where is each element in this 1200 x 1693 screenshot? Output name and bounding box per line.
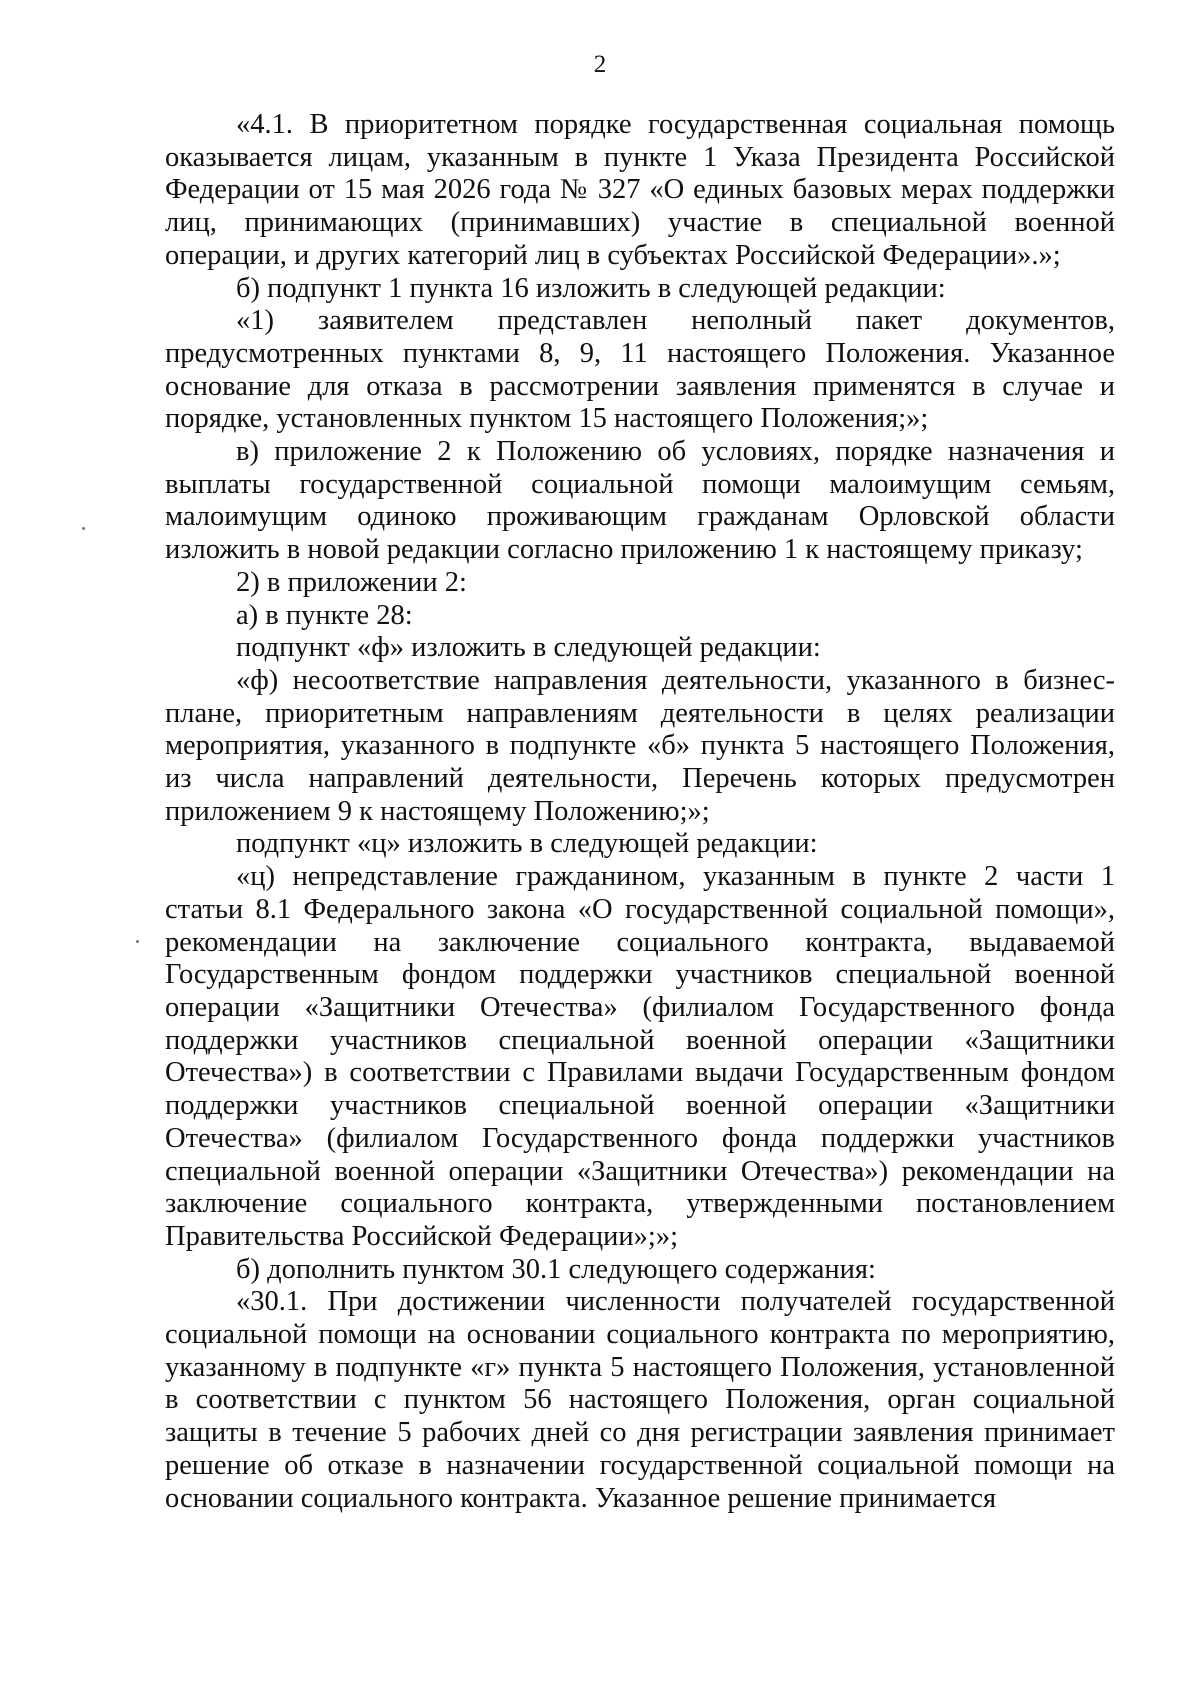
scan-speck (82, 527, 85, 530)
paragraph-subitem-ts-intro: подпункт «ц» изложить в следующей редакции: (236, 828, 818, 860)
paragraph-subitem-v-appendix: в) приложение 2 к Положению об условиях, порядке назначения и выплаты государственной социальной помощи малоимущим семьям, малоимущим одиноко проживающим гражданам Орловской области изложить в новой редакции согласно приложению 1 к настоящему приказу; (165, 436, 1115, 566)
paragraph-clause-4-1: «4.1. В приоритетном порядке государственная социальная помощь оказывается лицам, указанным в пункте 1 Указа Президента Российской Федерации от 15 мая 2026 года № 327 «О единых базовых мерах поддержки лиц, принимающих (принимавших) участие в специальной военной операции, и других категорий лиц в субъектах Российской Федерации».»; (165, 109, 1115, 271)
scan-speck (136, 940, 139, 943)
paragraph-subitem-f: «ф) несоответствие направления деятельности, указанного в бизнес-плане, приоритетным направлениям деятельности в целях реализации мероприятия, указанного в подпункте «б» пункта 5 настоящего Положения, из числа направлений деятельности, Перечень которых предусмотрен приложением 9 к настоящему Положению;»; (165, 664, 1115, 827)
paragraph-subitem-f-intro: подпункт «ф» изложить в следующей редакции: (236, 632, 821, 664)
paragraph-subitem-b-16: б) подпункт 1 пункта 16 изложить в следующей редакции: (236, 272, 946, 304)
paragraph-subitem-a-28: а) в пункте 28: (236, 599, 413, 631)
paragraph-clause-30-1: «30.1. При достижении численности получателей государственной социальной помощи на основании социального контракта по мероприятию, указанному в подпункте «г» пункта 5 настоящего Положения, установленной в соответствии с пунктом 56 настоящего Положения, орган социальной защиты в течение 5 рабочих дней со дня регистрации заявления принимает решение об отказе в назначении государственной социальной помощи на основании социального контракта. Указанное решение принимается (165, 1286, 1115, 1514)
paragraph-subitem-1: «1) заявителем представлен неполный пакет документов, предусмотренных пунктами 8, 9, 11 настоящего Положения. Указанное основание для отказа в рассмотрении заявления применятся в случае и порядке, установленных пунктом 15 настоящего Положения;»; (165, 305, 1115, 435)
paragraph-subitem-b-30-1: б) дополнить пунктом 30.1 следующего содержания: (236, 1253, 876, 1285)
paragraph-item-2: 2) в приложении 2: (236, 566, 467, 598)
paragraph-subitem-ts: «ц) непредставление гражданином, указанным в пункте 2 части 1 статьи 8.1 Федерального закона «О государственной социальной помощи», рекомендации на заключение социального контракта, выдаваемой Государственным фондом поддержки участников специальной военной операции «Защитники Отечества» (филиалом Государственного фонда поддержки участников специальной военной операции «Защитники Отечества») в соответствии с Правилами выдачи Государственным фондом поддержки участников специальной военной операции «Защитники Отечества» (филиалом Государственного фонда поддержки участников специальной военной операции «Защитники Отечества») рекомендации на заключение социального контракта, утвержденными постановлением Правительства Российской Федерации»;»; (165, 861, 1115, 1252)
document-body (165, 109, 1115, 1515)
page-number: 2 (593, 51, 607, 78)
